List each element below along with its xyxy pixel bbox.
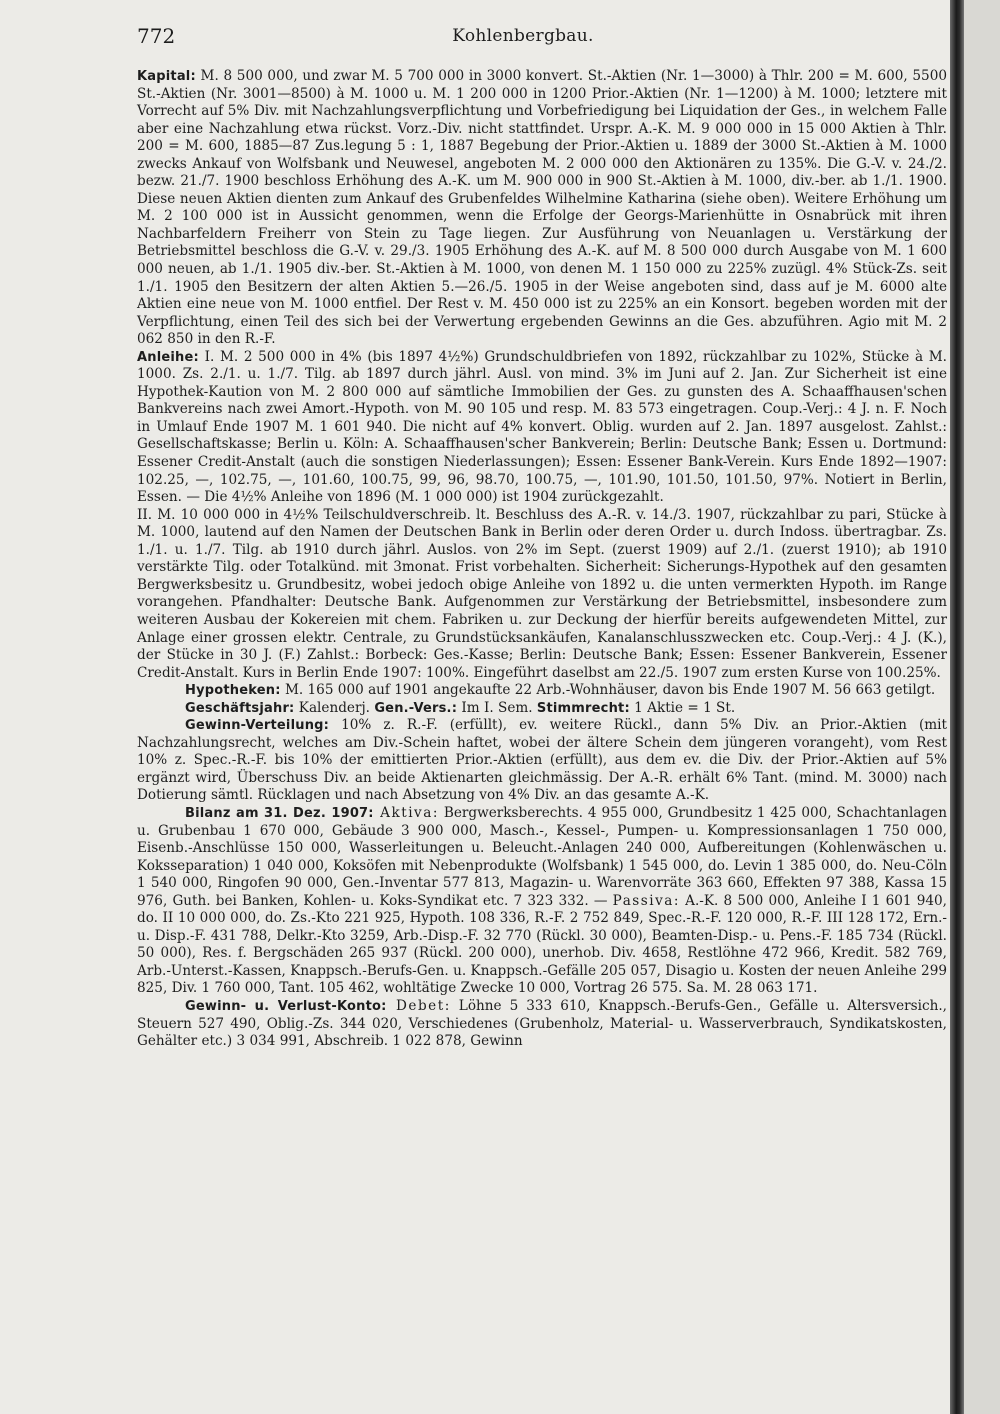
adjacent-page-edge (964, 0, 1000, 1414)
aktiva-label: Aktiva: (373, 804, 439, 821)
section-text: II. M. 10 000 000 in 4½% Teilschuldverschreib. lt. Beschluss des A.-R. v. 14./3. 1907, rückzahlbar zu pari, Stücke à M. 1000, lautend auf den Namen der Deutschen Bank in Berlin oder deren Order u. durch Indoss. übertragbar. Zs. 1./1. u. 1./7. Tilg. ab 1910 durch jährl. Auslos. von 2% im Sept. (zuerst 1909) auf 2./1. (zuerst 1910); ab 1910 verstärkte Tilg. oder Totalkünd. mit 3monat. Frist vorbehalten. Sicherheit: Sicherungs-Hypothek auf den gesamten Bergwerksbesitz u. Grundbesitz, wobei jedoch obige Anleihe von 1892 u. die unten vermerkten Hypoth. im Range vorangehen. Pfandhalter: Deutsche Bank. Aufgenommen zur Verstärkung der Betriebsmittel, insbesondere zum weiteren Ausbau der Kokereien mit chem. Fabriken u. zur Deckung der hierfür bereits aufgewendeten Mittel, zur Anlage einer grossen elektr. Centrale, zu Grundstücksankäufen, Kanalanschlusszwecken etc. Coup.-Verj.: 4 J. (K.), der Stücke in 30 J. (F.) Zahlst.: Borbeck: Ges.-Kasse; Berlin: Deutsche Bank; Essen: Essener Bankverein, Essener Credit-Anstalt. Kurs in Berlin Ende 1907: 100%. Eingeführt daselbst am 22./5. 1907 zum ersten Kurse von 100.25%. (137, 506, 947, 681)
section-text-gen-vers: Im I. Sem. (457, 699, 537, 716)
passiva-label: Passiva: (612, 892, 680, 909)
section-anleihe-ii (137, 507, 947, 682)
section-label: Hypotheken: (185, 683, 281, 699)
section-gewinn-verlust (137, 998, 947, 1051)
running-title: Kohlenbergbau. (452, 26, 594, 46)
page-header (137, 24, 949, 54)
section-text: M. 165 000 auf 1901 angekaufte 22 Arb.-Wohnhäuser, davon bis Ende 1907 M. 56 663 getilgt. (280, 682, 936, 699)
section-bilanz (137, 805, 947, 998)
page-body (137, 68, 947, 1051)
section-label-gen-vers: Gen.-Vers.: (374, 700, 458, 716)
section-label-stimmrecht: Stimmrecht: (536, 700, 630, 716)
section-text-stimmrecht: 1 Aktie = 1 St. (629, 699, 736, 716)
page-number: 772 (137, 24, 176, 48)
section-label: Gewinn-Verteilung: (185, 718, 330, 734)
section-text-passiva: A.-K. 8 500 000, Anleihe I 1 601 940, do. II 10 000 000, do. Zs.-Kto 221 925, Hypoth. 108 336, R.-F. 2 752 849, Spec.-R.-F. 120 000, R.-F. III 128 172, Ern.- u. Disp.-F. 431 788, Delkr.-Kto 3259, Arb.-Disp.-F. 32 770 (Rückl. 30 000), Beamten-Disp.- u. Pens.-F. 185 734 (Rückl. 50 000), Res. f. Bergschäden 265 937 (Rückl. 200 000), unerhob. Div. 4658, Restlöhne 472 966, Kredit. 582 769, Arb.-Unterst.-Kassen, Knappsch.-Berufs-Gen. u. Knappsch.-Gefälle 205 057, Disagio u. Kosten der neuen Anleihe 299 825, Div. 1 760 000, Tant. 105 462, wohltätige Zwecke 10 000, Vortrag 26 575. Sa. M. 28 063 171. (137, 892, 947, 997)
section-label: Kapital: (137, 69, 196, 84)
section-text: 10% z. R.-F. (erfüllt), ev. weitere Rückl., dann 5% Div. an Prior.-Aktien (mit Nachzahlungsrecht, welches am Div.-Schein haftet, wobei der ältere Schein dem jüngeren vorangeht), vom Rest 10% z. Spec.-R.-F. bis 10% der emittierten Prior.-Aktien (erfüllt), aus dem ev. die Div. der Prior.-Aktien auf 5% ergänzt wird, Überschuss Div. an beide Aktienarten gleichmässig. Der A.-R. erhält 6% Tant. (mind. M. 3000) nach Dotierung sämtl. Rücklagen und nach Absetzung von 4% Div. an das gesamte A.-K. (137, 717, 947, 804)
section-label: Gewinn- u. Verlust-Konto: (185, 998, 387, 1014)
section-text: M. 8 500 000, und zwar M. 5 700 000 in 3000 konvert. St.-Aktien (Nr. 1—3000) à Thlr. 200 = M. 600, 5500 St.-Aktien (Nr. 3001—8500) à M. 1000 u. M. 1 200 000 in 1200 Prior.-Aktien (Nr. 1—1200) à M. 1000; letztere mit Vorrecht auf 5% Div. mit Nachzahlungsverpflichtung und Vorbefriedigung bei Liquidation der Ges., in welchem Falle aber eine Nachzahlung etwa rückst. Vorz.-Div. nicht stattfindet. Urspr. A.-K. M. 9 000 000 in 15 000 Aktien à Thlr. 200 = M. 600, 1885—87 Zus.legung 5 : 1, 1887 Begebung der Prior.-Aktien u. 1889 der 3000 St.-Aktien à M. 1000 zwecks Ankauf von Wolfsbank und Neuwesel, angeboten M. 2 000 000 den Aktionären zu 135%. Die G.-V. v. 24./2. bezw. 21./7. 1900 beschloss Erhöhung des A.-K. um M. 900 000 in 900 St.-Aktien à M. 1000, div.-ber. ab 1./1. 1900. Diese neuen Aktien dienten zum Ankauf des Grubenfeldes Wilhelmine Katharina (siehe oben). Weitere Erhöhung um M. 2 100 000 ist in Aussicht genommen, wenn die Erfolge der Georgs-Marienhütte in Osnabrück mit ihren Nachbarfeldern Freiherr von Stein zu Tage liegen. Zur Ausführung von Neuanlagen u. Verstärkung der Betriebsmittel beschloss die G.-V. v. 29./3. 1905 Erhöhung des A.-K. auf M. 8 500 000 durch Ausgabe von M. 1 600 000 neuen, ab 1./1. 1905 div.-ber. St.-Aktien à M. 1000, von denen M. 1 150 000 zu 225% zuzügl. 4% Stück-Zs. seit 1./1. 1905 den Besitzern der alten Aktien 5.—26./5. 1905 in der Weise angeboten sind, dass auf je M. 6000 alte Aktien eine neue von M. 1000 entfiel. Der Rest v. M. 450 000 ist zu 225% an ein Konsort. begeben worden mit der Verpflichtung, einen Teil des sich bei der Verwertung ergebenden Gewinns an die Ges. abzuführen. Agio mit M. 2 062 850 in den R.-F. (137, 68, 947, 348)
section-kapital (137, 68, 947, 349)
section-text: Kalenderj. (294, 699, 375, 716)
section-geschaeftsjahr (137, 700, 947, 718)
section-text: Löhne 5 333 610, Knappsch.-Berufs-Gen., Gefälle u. Altersversich., Steuern 527 490, Oblig.-Zs. 344 020, Verschiedenes (Grubenholz, Material- u. Wasserverbrauch, Syndikatskosten, Gehälter etc.) 3 034 991, Abschreib. 1 022 878, Gewinn (137, 997, 947, 1050)
section-gewinn-verteilung (137, 717, 947, 805)
section-hypotheken (137, 682, 947, 700)
debet-label: Debet: (386, 997, 451, 1014)
book-gutter (950, 0, 964, 1414)
section-anleihe (137, 349, 947, 507)
section-text: Bergwerksberechts. 4 955 000, Grundbesitz 1 425 000, Schachtanlagen u. Grubenbau 1 670 000, Gebäude 3 900 000, Masch.-, Kessel-, Pumpen- u. Kompressionsanlagen 1 750 000, Eisenb.-Anschlüsse 150 000, Wasserleitungen u. Beleucht.-Anlagen 240 000, Aufbereitungen (Kohlenwäschen u. Koksseparation) 1 040 000, Koksöfen mit Nebenprodukte (Wolfsbank) 1 545 000, do. Levin 1 385 000, do. Neu-Cöln 1 540 000, Ringofen 90 000, Gen.-Inventar 577 813, Magazin- u. Warenvorräte 363 660, Effekten 97 388, Kassa 15 976, Guth. bei Banken, Kohlen- u. Koks-Syndikat etc. 7 323 332. — (137, 804, 947, 909)
section-label: Bilanz am 31. Dez. 1907: (185, 805, 374, 821)
section-text: I. M. 2 500 000 in 4% (bis 1897 4½%) Grundschuldbriefen von 1892, rückzahlbar zu 102%, Stücke à M. 1000. Zs. 2./1. u. 1./7. Tilg. ab 1897 durch jährl. Ausl. von mind. 3% im Juni auf 2. Jan. Zur Sicherheit ist eine Hypothek-Kaution von M. 2 800 000 auf sämtliche Immobilien der Ges. zu gunsten des A. Schaaffhausen'schen Bankvereins nach zwei Amort.-Hypoth. von M. 90 105 und resp. M. 83 573 eingetragen. Coup.-Verj.: 4 J. n. F. Noch in Umlauf Ende 1907 M. 1 601 940. Die nicht auf 4% konvert. Oblig. wurden auf 2. Jan. 1897 ausgelost. Zahlst.: Gesellschaftskasse; Berlin u. Köln: A. Schaaffhausen'scher Bankverein; Berlin: Deutsche Bank; Essen u. Dortmund: Essener Credit-Anstalt (auch die sonstigen Niederlassungen); Essen: Essener Bank-Verein. Kurs Ende 1892—1907: 102.25, —, 102.75, —, 101.60, 100.75, 99, 96, 98.70, 100.75, —, 101.90, 101.50, 101.50, 97%. Notiert in Berlin, Essen. — Die 4½% Anleihe von 1896 (M. 1 000 000) ist 1904 zurückgezahlt. (137, 348, 947, 506)
section-label: Geschäftsjahr: (185, 700, 295, 716)
section-label: Anleihe: (137, 349, 199, 365)
